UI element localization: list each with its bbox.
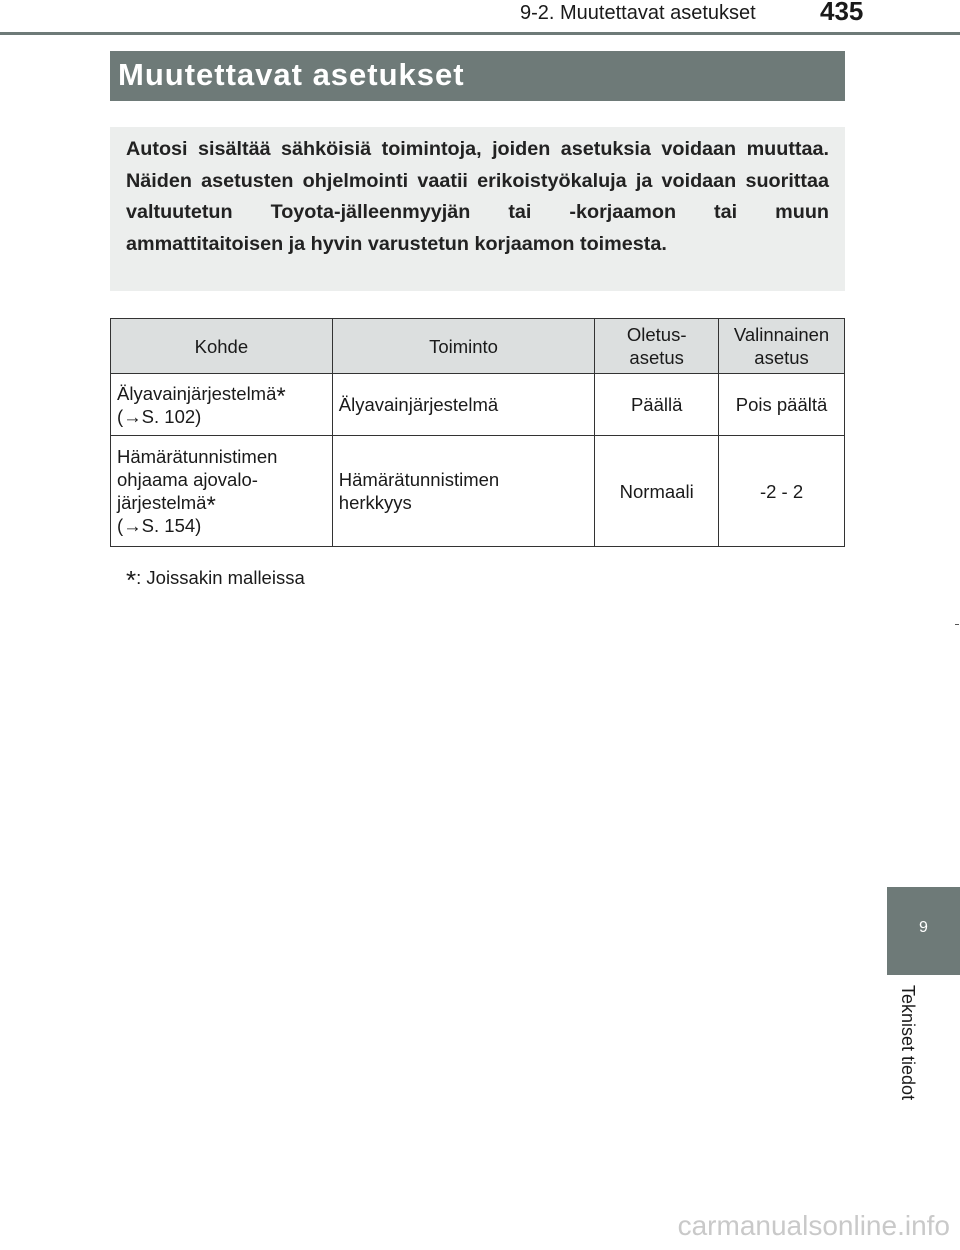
cell-toiminto [332,436,595,547]
chapter-label [896,985,920,1125]
chapter-number: 9 [919,919,928,936]
kohde-text-line1: Hämärätunnistimen [117,446,278,467]
title-bar [110,51,845,101]
intro-text: Autosi sisältää sähköisiä toimintoja, joiden asetuksia voidaan muuttaa. Näiden asetusten ohjelmointi vaatii erikoistyökaluja ja voidaan suorittaa valtuutetun Toyota-jälleenmyyjän tai -korjaamon tai muun ammattitaitoisen ja hyvin varustetun korjaamon toimesta. [126,138,829,255]
cell-toiminto [332,374,595,436]
watermark: carmanualsonline.info [677,1210,950,1241]
toiminto-text-line1: Hämärätunnistimen [338,469,500,490]
oletus-text: Normaali [619,480,694,502]
kohde-text-line3: järjestelmä [117,492,207,513]
table-row [111,374,845,436]
header-valinnainen [719,319,845,374]
cell-oletus [595,374,719,436]
header-kohde-label: Kohde [194,335,249,357]
chapter-label-text: Tekniset tiedot [898,985,918,1101]
cell-kohde [111,374,333,436]
page-title: Muutettavat asetukset [118,57,465,92]
cell-oletus [595,436,719,547]
page-number: 435 [820,0,864,26]
oletus-text: Päällä [630,394,683,415]
footnote-text: : Joissakin malleissa [136,567,305,588]
asterisk-marker: * [206,492,216,519]
header-toiminto [332,319,595,374]
table-row [111,436,845,547]
header-oletus-line2: asetus [629,347,684,368]
table-header-row [111,319,845,374]
intro-box [110,127,845,291]
kohde-text: Älyavainjärjestelmä [117,382,277,404]
cell-valinnainen [719,436,845,547]
toiminto-text: Älyavainjärjestelmä [338,394,499,415]
page-reference-link[interactable]: (→S. 154) [117,515,202,536]
header-toiminto-label: Toiminto [429,335,498,357]
running-header-section: 9-2. Muutettavat asetukset [520,2,756,24]
footnote-asterisk: * [126,565,137,595]
header-rule [0,32,960,35]
valinnainen-text: -2 - 2 [759,480,804,502]
settings-table [110,318,845,547]
cell-valinnainen [719,374,845,436]
kohde-text-line2: ohjaama ajovalo- [117,469,258,490]
header-oletus [595,319,719,374]
margin-mark [955,624,959,625]
chapter-tab[interactable] [887,887,960,975]
footnote [126,560,305,595]
header-valinnainen-line2: asetus [754,347,809,368]
header-valinnainen-line1: Valinnainen [733,324,830,345]
valinnainen-text: Pois päältä [735,394,828,415]
toiminto-text-line2: herkkyys [338,492,412,513]
cell-kohde [111,436,333,547]
header-kohde [111,319,333,374]
page-reference-link[interactable]: (→S. 102) [117,405,202,427]
asterisk-marker: * [276,382,286,410]
header-oletus-line1: Oletus- [626,324,687,345]
